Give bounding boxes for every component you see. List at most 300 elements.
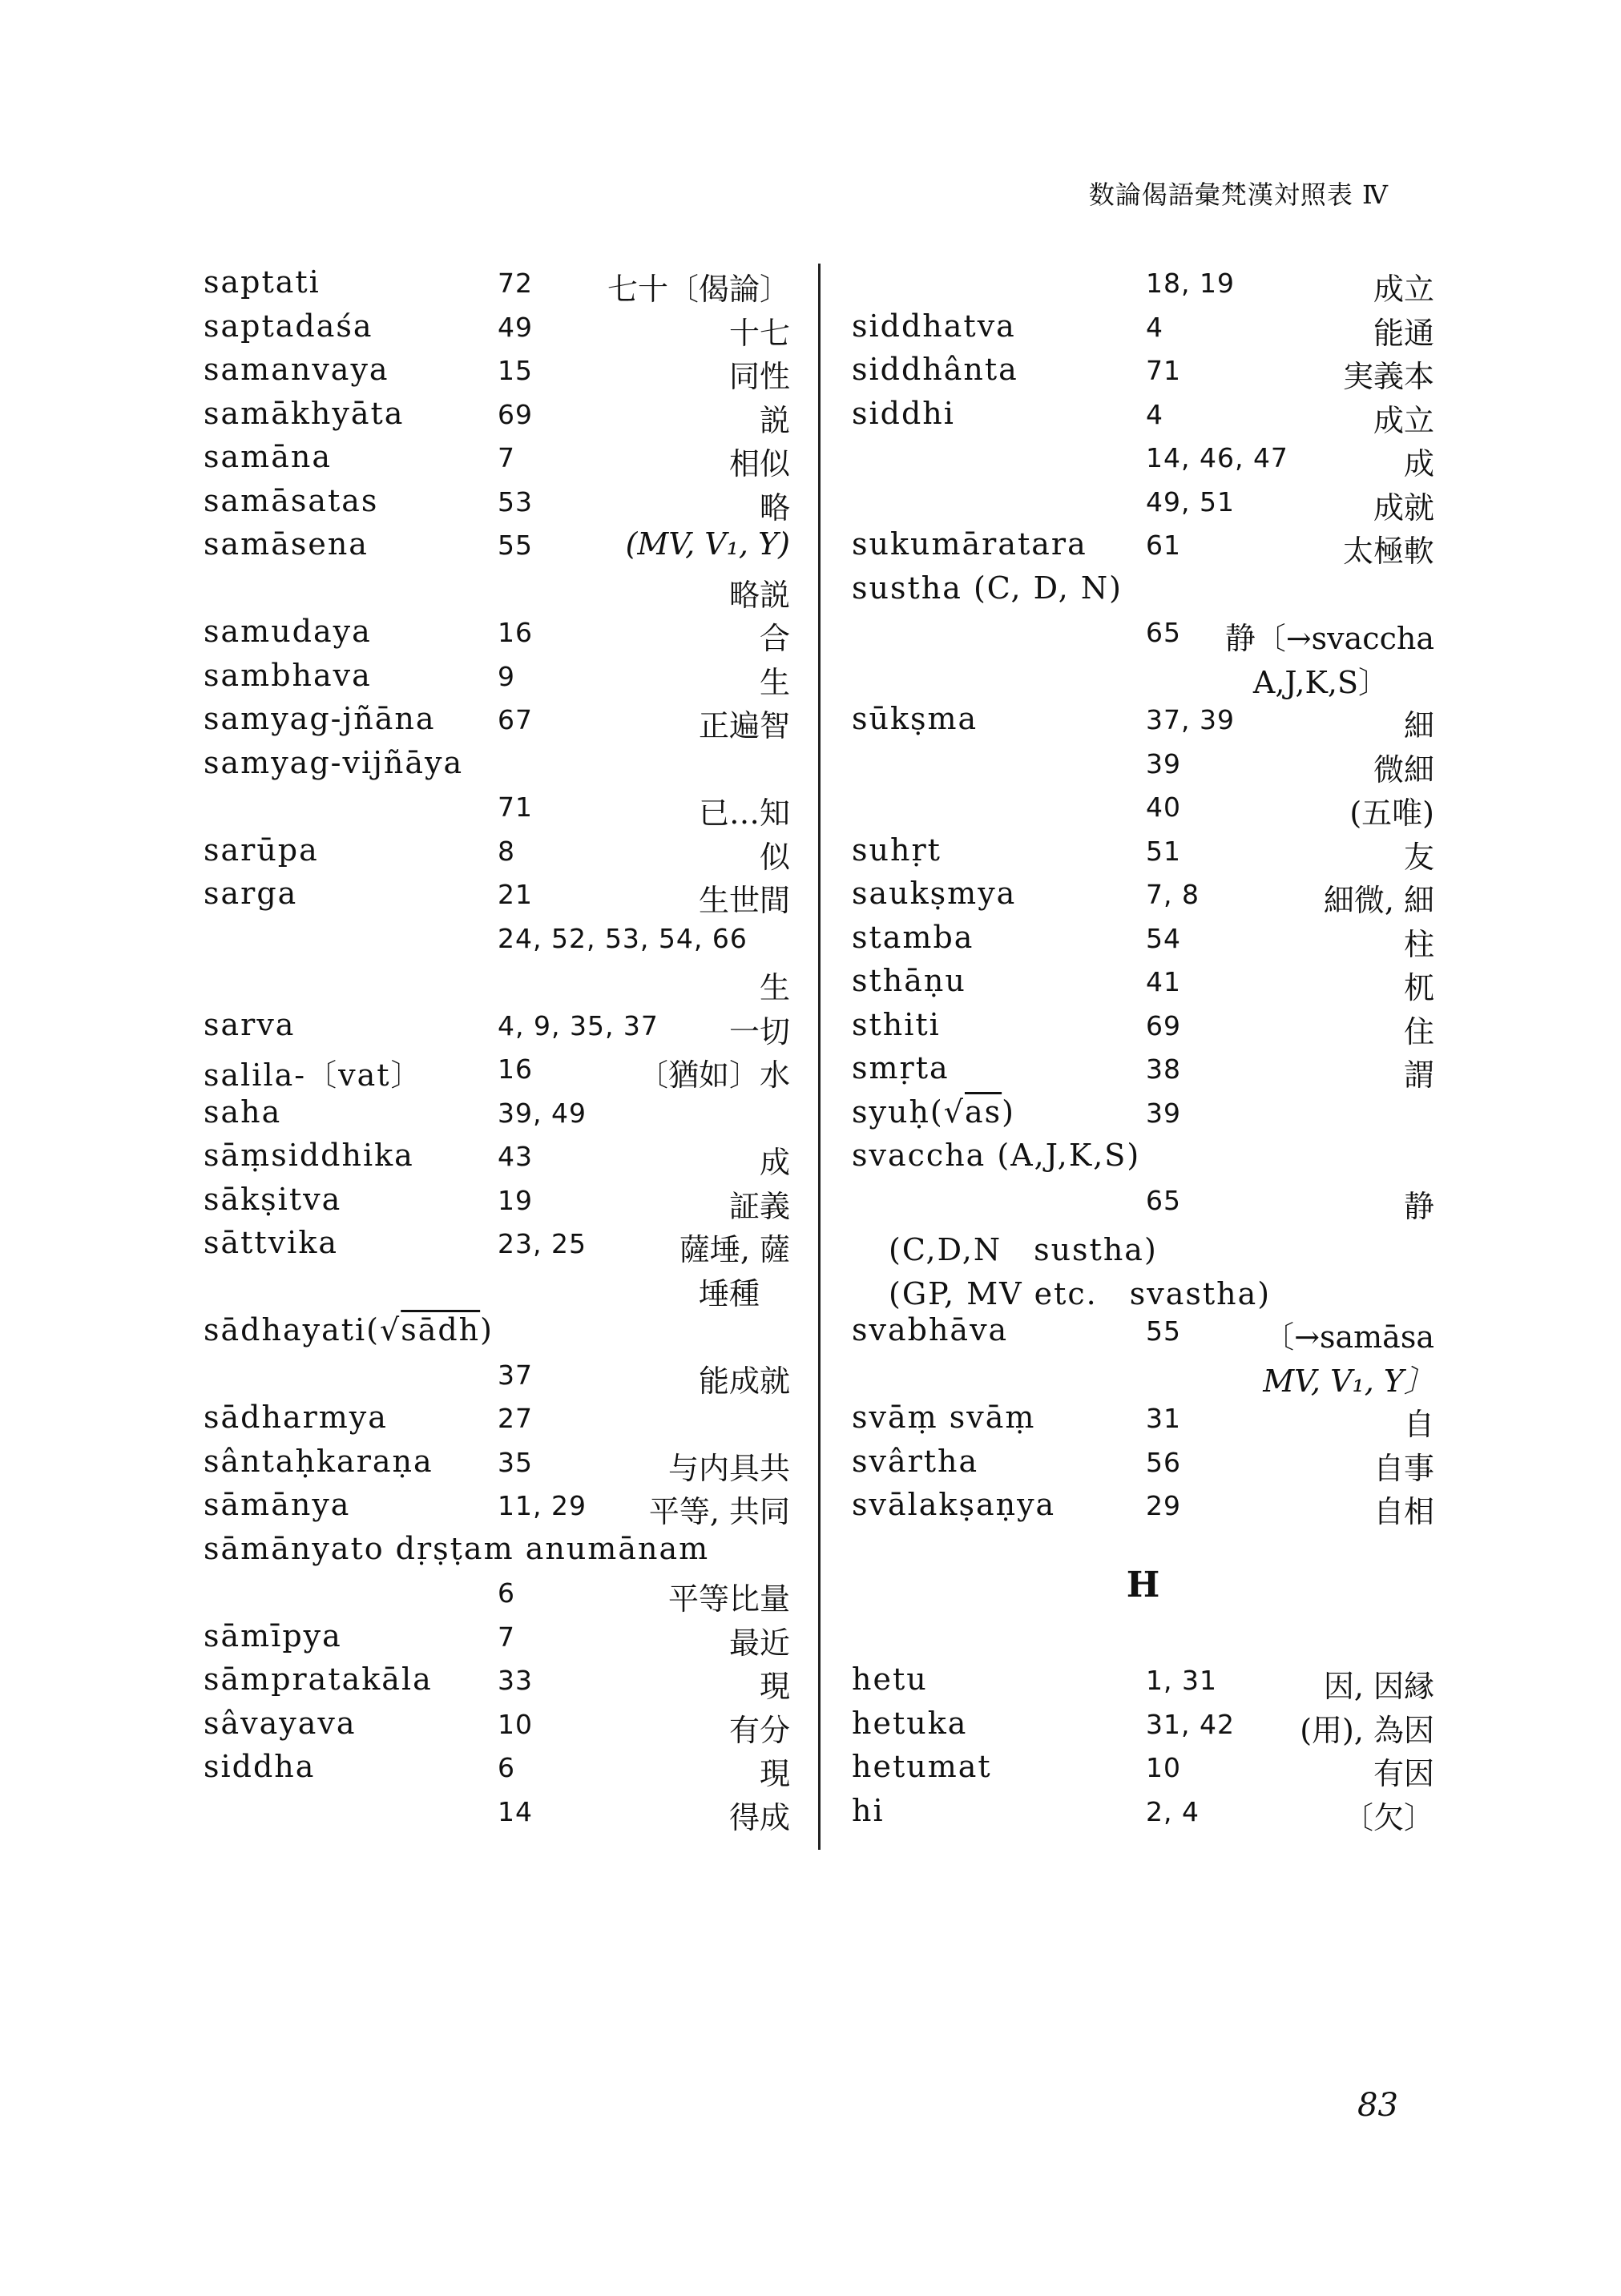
- index-entry: [852, 698, 1434, 742]
- chinese-gloss: 得成: [728, 1799, 790, 1835]
- verse-numbers: 4: [1146, 311, 1163, 343]
- index-entry: [852, 655, 1434, 699]
- index-entry: [204, 1047, 790, 1091]
- index-entry: [204, 742, 790, 786]
- verse-numbers: 65: [1146, 1184, 1181, 1216]
- term-text: sarūpa: [204, 832, 319, 868]
- verbal-root: sādh: [401, 1312, 481, 1347]
- verse-numbers: 71: [1146, 355, 1181, 386]
- sanskrit-term: [204, 1182, 341, 1217]
- index-entry: [852, 785, 1434, 829]
- index-entry: [204, 1528, 790, 1572]
- term-text: sādhayati(√: [204, 1312, 401, 1347]
- index-entry: [204, 393, 790, 437]
- index-entry: [204, 1746, 790, 1790]
- index-entry: [852, 348, 1434, 393]
- verse-numbers: 49: [498, 311, 533, 343]
- index-entry: [204, 1353, 790, 1397]
- index-entry: [852, 1353, 1434, 1397]
- index-entry: [852, 1396, 1434, 1440]
- index-entry: [204, 1266, 790, 1310]
- index-entry: [204, 1484, 790, 1528]
- index-entry: [852, 610, 1434, 655]
- index-entry: [204, 1396, 790, 1440]
- term-text: smṛta: [852, 1050, 950, 1086]
- index-entry: [852, 480, 1434, 524]
- chinese-gloss: 能通: [1373, 315, 1434, 351]
- sanskrit-term: [204, 352, 389, 387]
- verse-numbers: 35: [498, 1446, 533, 1478]
- term-text: stamba: [852, 919, 974, 955]
- sanskrit-term: [852, 1706, 967, 1741]
- chinese-gloss: (MV, V₁, Y): [625, 526, 790, 562]
- index-entry: [852, 872, 1434, 916]
- term-text: hetu: [852, 1662, 928, 1697]
- chinese-gloss: 自相: [1373, 1494, 1434, 1529]
- term-text: samāna: [204, 439, 332, 474]
- verse-numbers: 16: [498, 1053, 533, 1085]
- chinese-gloss: MV, V₁, Y〕: [1263, 1363, 1434, 1399]
- term-text: sāmīpya: [204, 1617, 342, 1654]
- verse-numbers: 18, 19: [1146, 268, 1235, 299]
- index-entry: [204, 480, 790, 524]
- chinese-gloss: 已…知: [698, 796, 790, 831]
- verse-numbers: 61: [1146, 530, 1181, 561]
- verse-numbers: 14, 46, 47: [1146, 442, 1288, 473]
- index-entry: [852, 1091, 1434, 1135]
- sanskrit-term: [852, 920, 974, 955]
- sanskrit-term: [852, 1007, 941, 1042]
- sanskrit-term: [204, 1706, 357, 1741]
- index-entry: [852, 1484, 1434, 1528]
- chinese-gloss: 与内具共: [667, 1450, 790, 1486]
- index-entry: [204, 872, 790, 916]
- term-text: hetuka: [852, 1705, 968, 1741]
- chinese-gloss: 十七: [728, 315, 790, 351]
- verse-numbers: 15: [498, 355, 533, 386]
- chinese-gloss: 太極軟: [1342, 534, 1434, 569]
- term-text: sāmpratakāla: [204, 1662, 433, 1697]
- chinese-gloss: 成: [759, 1145, 790, 1180]
- verse-numbers: 8: [498, 835, 515, 867]
- term-text: siddhânta: [852, 352, 1018, 387]
- verse-numbers: 69: [498, 398, 533, 430]
- index-entry: [852, 1266, 1434, 1310]
- chinese-gloss: 静: [1403, 1188, 1434, 1224]
- term-text: hetumat: [852, 1749, 992, 1784]
- chinese-gloss: 能成就: [698, 1363, 790, 1399]
- running-header: [1089, 175, 1389, 211]
- term-text: siddha: [204, 1749, 316, 1784]
- verse-numbers: 37: [498, 1359, 533, 1391]
- verse-numbers: 10: [498, 1708, 533, 1740]
- verse-numbers: 31: [1146, 1403, 1181, 1434]
- chinese-gloss: 成: [1403, 446, 1434, 481]
- index-entry: [852, 960, 1434, 1004]
- sanskrit-term: [852, 832, 942, 868]
- header-section: Ⅳ: [1362, 179, 1389, 210]
- index-entry: [852, 1309, 1434, 1353]
- sanskrit-term: [852, 1487, 1055, 1522]
- term-text: samāsatas: [204, 482, 379, 518]
- term-text: sarva: [204, 1006, 296, 1042]
- term-text: samudaya: [204, 614, 372, 649]
- term-text: (GP, MV etc. svastha): [889, 1275, 1272, 1311]
- sanskrit-term: [204, 1444, 433, 1479]
- verse-numbers: 27: [498, 1403, 533, 1434]
- chinese-gloss: 〔猶如〕水: [637, 1057, 790, 1093]
- sanskrit-term: [852, 1662, 928, 1697]
- index-entry: [852, 523, 1434, 567]
- verse-numbers: 24, 52, 53, 54, 66: [498, 922, 748, 954]
- chinese-gloss: 自: [1403, 1407, 1434, 1442]
- chinese-gloss: 現: [759, 1756, 790, 1791]
- index-entry: [204, 1178, 790, 1223]
- sanskrit-term: [852, 352, 1018, 387]
- chinese-gloss: 合: [759, 621, 790, 656]
- verse-numbers: 38: [1146, 1053, 1181, 1085]
- chinese-gloss: 自事: [1373, 1450, 1434, 1486]
- term-text: sāmānyato dṛṣṭam anumānam: [204, 1530, 710, 1566]
- sanskrit-term: [204, 745, 463, 780]
- verse-numbers: 9: [498, 660, 515, 692]
- verse-numbers: 2, 4: [1146, 1795, 1200, 1827]
- sanskrit-term: [852, 1444, 978, 1479]
- verse-numbers: 56: [1146, 1446, 1181, 1478]
- sanskrit-term: [889, 1269, 1271, 1313]
- term-text: samyag-jñāna: [204, 701, 436, 736]
- verse-numbers: 6: [498, 1752, 515, 1783]
- term-text: hi: [852, 1792, 885, 1828]
- chinese-gloss: 似: [759, 839, 790, 875]
- index-entry: [204, 960, 790, 1004]
- term-close: ): [480, 1312, 494, 1347]
- term-text: sarga: [204, 876, 298, 911]
- index-entry: [204, 1790, 790, 1834]
- verse-numbers: 7: [498, 1621, 515, 1653]
- index-entry: [204, 567, 790, 611]
- sanskrit-term: [204, 832, 319, 868]
- sanskrit-term: [204, 1487, 350, 1522]
- chinese-gloss: 有因: [1373, 1756, 1434, 1791]
- verse-numbers: 16: [498, 617, 533, 648]
- index-entry: [204, 785, 790, 829]
- verse-numbers: 53: [498, 485, 533, 518]
- term-text: sthiti: [852, 1006, 941, 1042]
- verse-numbers: 69: [1146, 1009, 1181, 1041]
- index-entry: [852, 567, 1434, 611]
- index-entry: [204, 1571, 790, 1615]
- index-entry: [204, 436, 790, 480]
- index-entry: [852, 1746, 1434, 1790]
- verse-numbers: 67: [498, 704, 533, 735]
- index-entry: [852, 1004, 1434, 1048]
- verse-numbers: 54: [1146, 922, 1181, 954]
- verse-numbers: 1, 31: [1146, 1665, 1217, 1696]
- index-entry: [204, 1222, 790, 1266]
- index-entry: [204, 610, 790, 655]
- verse-numbers: 71: [498, 792, 533, 823]
- term-text: sambhava: [204, 657, 372, 693]
- chinese-gloss: 埵種: [698, 1275, 790, 1311]
- index-entry: [204, 1091, 790, 1135]
- index-entry: [852, 1790, 1434, 1834]
- chinese-gloss: 杌: [1403, 970, 1434, 1005]
- chinese-gloss: (用), 為因: [1300, 1712, 1434, 1748]
- header-title: 数論偈語彙梵漢対照表: [1088, 179, 1353, 210]
- chinese-gloss: 柱: [1403, 926, 1434, 962]
- verse-numbers: 6: [498, 1577, 515, 1609]
- index-entry: [204, 916, 790, 961]
- sanskrit-term: [852, 701, 978, 736]
- sanskrit-term: [204, 876, 297, 911]
- sanskrit-term: [852, 526, 1087, 562]
- chinese-gloss: 成就: [1373, 489, 1434, 526]
- sanskrit-term: [204, 439, 332, 474]
- sanskrit-term: [852, 308, 1016, 344]
- sanskrit-term: [852, 876, 1016, 911]
- verse-numbers: 49, 51: [1146, 485, 1235, 518]
- chinese-gloss: 生世間: [698, 883, 790, 918]
- index-entry: [852, 1134, 1434, 1178]
- sanskrit-term: [204, 1400, 388, 1435]
- index-entry: [204, 1658, 790, 1702]
- index-entry: [852, 1702, 1434, 1746]
- index-entry: [852, 393, 1434, 437]
- sanskrit-term: [852, 1400, 1035, 1435]
- verse-numbers: 19: [498, 1184, 533, 1216]
- chinese-gloss: 静〔→svaccha: [1224, 621, 1434, 656]
- chinese-gloss: 謂: [1403, 1057, 1434, 1093]
- sanskrit-term: [204, 1531, 709, 1566]
- sanskrit-term: [204, 1749, 315, 1784]
- verse-numbers: 14: [498, 1795, 533, 1827]
- index-entry: [204, 655, 790, 699]
- index-entry: [852, 261, 1434, 305]
- term-text: (C,D,N sustha): [889, 1232, 1158, 1267]
- term-text: svāṃ svāṃ: [852, 1400, 1036, 1435]
- verse-numbers: 7, 8: [1146, 879, 1200, 910]
- chinese-gloss: 最近: [728, 1625, 790, 1661]
- chinese-gloss: 〔→samāsa: [1264, 1319, 1434, 1355]
- verse-numbers: 11, 29: [498, 1490, 587, 1521]
- verse-numbers: 55: [498, 530, 533, 561]
- index-entry: [204, 348, 790, 393]
- verse-numbers: 51: [1146, 835, 1181, 867]
- left-column: [204, 261, 790, 1833]
- index-entry: [852, 1047, 1434, 1091]
- term-text: sūkṣma: [852, 701, 978, 736]
- sanskrit-term: [889, 1225, 1158, 1269]
- chinese-gloss: 平等, 共同: [648, 1494, 790, 1529]
- term-text: samyag-vijñāya: [204, 744, 464, 780]
- index-entry: [204, 1309, 790, 1353]
- term-text: syuḥ(√: [852, 1094, 965, 1130]
- section-heading-row: [852, 1528, 1434, 1659]
- sanskrit-term: [852, 1749, 992, 1784]
- term-text: siddhi: [852, 395, 955, 431]
- sanskrit-term: [204, 1618, 342, 1654]
- verse-numbers: 23, 25: [498, 1228, 587, 1259]
- verse-numbers: 40: [1146, 792, 1181, 823]
- chinese-gloss: 略説: [728, 577, 790, 613]
- chinese-gloss: 住: [1403, 1013, 1434, 1049]
- verse-numbers: 37, 39: [1146, 704, 1235, 735]
- index-entry: [852, 1222, 1434, 1266]
- term-text: svālakṣaṇya: [852, 1487, 1056, 1522]
- chinese-gloss: (五唯): [1349, 796, 1434, 831]
- chinese-gloss: 説: [759, 402, 790, 438]
- term-text: sāmānya: [204, 1487, 351, 1522]
- chinese-gloss: 〔欠〕: [1342, 1799, 1434, 1835]
- chinese-gloss: 友: [1403, 839, 1434, 875]
- term-text: sustha (C, D, N): [852, 570, 1123, 606]
- sanskrit-term: [204, 701, 436, 736]
- sanskrit-term: [204, 264, 321, 300]
- chinese-gloss: 成立: [1373, 272, 1434, 307]
- sanskrit-term: [852, 570, 1123, 606]
- term-text: sthāṇu: [852, 963, 966, 998]
- term-text: svabhāva: [852, 1312, 1009, 1347]
- sanskrit-term: [204, 483, 378, 518]
- term-close: ): [1002, 1094, 1015, 1130]
- verse-numbers: 39: [1146, 747, 1181, 779]
- term-text: samākhyāta: [204, 395, 405, 431]
- chinese-gloss: 正遍智: [698, 708, 790, 743]
- index-entry: [204, 829, 790, 873]
- chinese-gloss: 相似: [728, 446, 790, 481]
- verse-numbers: 65: [1146, 617, 1181, 648]
- verse-numbers: 7: [498, 442, 515, 473]
- index-entry: [204, 1702, 790, 1746]
- term-text: saukṣmya: [852, 876, 1017, 911]
- index-entry: [204, 1004, 790, 1048]
- sanskrit-term: [204, 1225, 338, 1260]
- chinese-gloss: A,J,K,S〕: [1252, 664, 1434, 700]
- sanskrit-term: [204, 1138, 414, 1173]
- sanskrit-term: [204, 1662, 433, 1697]
- sanskrit-term: [204, 1050, 423, 1094]
- index-entry: [852, 742, 1434, 786]
- sanskrit-term: [204, 658, 372, 693]
- verse-numbers: 10: [1146, 1752, 1181, 1783]
- term-text: saptadaśa: [204, 308, 373, 344]
- term-text: saha: [204, 1094, 282, 1130]
- chinese-gloss: 成立: [1373, 402, 1434, 438]
- term-text: sākṣitva: [204, 1181, 342, 1217]
- verse-numbers: 72: [498, 268, 533, 299]
- sanskrit-term: [204, 1312, 494, 1347]
- term-text: sādharmya: [204, 1400, 388, 1435]
- index-entry: [204, 1134, 790, 1178]
- term-text: saptati: [204, 264, 321, 300]
- term-text: sukumāratara: [852, 526, 1087, 562]
- term-text: samāsena: [204, 526, 369, 562]
- term-text: suhṛt: [852, 832, 942, 868]
- chinese-gloss: 細微, 細: [1323, 883, 1434, 918]
- term-text: sāṃsiddhika: [204, 1138, 414, 1173]
- verse-numbers: 4: [1146, 398, 1163, 430]
- chinese-gloss: 現: [759, 1669, 790, 1704]
- index-entry: [852, 305, 1434, 349]
- chinese-gloss: 実義本: [1342, 359, 1434, 394]
- page-number: 83: [1357, 2087, 1398, 2124]
- verse-numbers: 43: [498, 1141, 533, 1172]
- chinese-gloss: 七十〔偈論〕: [607, 272, 790, 307]
- chinese-gloss: 生: [759, 664, 790, 700]
- index-entry: [852, 1658, 1434, 1702]
- chinese-gloss: 微細: [1373, 751, 1434, 787]
- index-entry: [204, 523, 790, 567]
- sanskrit-term: [852, 1050, 950, 1086]
- chinese-gloss: 平等比量: [667, 1581, 790, 1617]
- index-entry: [204, 698, 790, 742]
- term-text: sāttvika: [204, 1225, 338, 1260]
- index-entry: [852, 829, 1434, 873]
- index-entry: [852, 1440, 1434, 1484]
- term-text: siddhatva: [852, 308, 1016, 344]
- chinese-gloss: 細: [1403, 708, 1434, 743]
- term-text: sântaḥkaraṇa: [204, 1443, 433, 1479]
- verse-numbers: 33: [498, 1665, 533, 1696]
- sanskrit-term: [852, 963, 966, 998]
- verse-numbers: 29: [1146, 1490, 1181, 1521]
- column-divider: [818, 264, 821, 1850]
- sanskrit-term: [204, 308, 373, 344]
- term-text: svârtha: [852, 1443, 979, 1479]
- index-entry: [204, 261, 790, 305]
- chinese-gloss: 一切: [728, 1013, 790, 1049]
- index-entry: [852, 916, 1434, 961]
- chinese-gloss: 略: [759, 489, 790, 526]
- verse-numbers: 4, 9, 35, 37: [498, 1009, 659, 1041]
- index-entry: [204, 305, 790, 349]
- chinese-gloss: 有分: [728, 1712, 790, 1748]
- verse-numbers: 39: [1146, 1097, 1181, 1129]
- index-entry: [852, 436, 1434, 480]
- index-entry: [852, 1178, 1434, 1223]
- sanskrit-term: [204, 1094, 281, 1130]
- sanskrit-term: [204, 396, 404, 431]
- verse-numbers: 21: [498, 879, 533, 910]
- sanskrit-term: [852, 1138, 1140, 1173]
- term-text: salila-〔vat〕: [204, 1057, 423, 1093]
- chinese-gloss: 薩埵, 薩: [679, 1232, 790, 1267]
- verse-numbers: 55: [1146, 1315, 1181, 1347]
- index-entry: [204, 1440, 790, 1484]
- sanskrit-term: [204, 614, 372, 649]
- term-text: samanvaya: [204, 352, 389, 387]
- term-text: sâvayava: [204, 1705, 357, 1741]
- right-column: [852, 261, 1434, 1833]
- sanskrit-term: [852, 1312, 1008, 1347]
- index-entry: [204, 1615, 790, 1659]
- verse-numbers: 41: [1146, 966, 1181, 997]
- sanskrit-term: [204, 526, 369, 562]
- sanskrit-term: [852, 396, 955, 431]
- verse-numbers: 39, 49: [498, 1097, 587, 1129]
- chinese-gloss: 証義: [728, 1188, 790, 1224]
- term-text: svaccha (A,J,K,S): [852, 1138, 1141, 1173]
- chinese-gloss: 因, 因縁: [1323, 1669, 1434, 1704]
- verbal-root: as: [964, 1094, 1002, 1130]
- section-letter: H: [1126, 1564, 1160, 1605]
- sanskrit-term: [204, 1007, 295, 1042]
- chinese-gloss: 生: [759, 970, 790, 1005]
- verse-numbers: 31, 42: [1146, 1708, 1235, 1740]
- sanskrit-term: [852, 1793, 885, 1828]
- sanskrit-term: [852, 1094, 1015, 1130]
